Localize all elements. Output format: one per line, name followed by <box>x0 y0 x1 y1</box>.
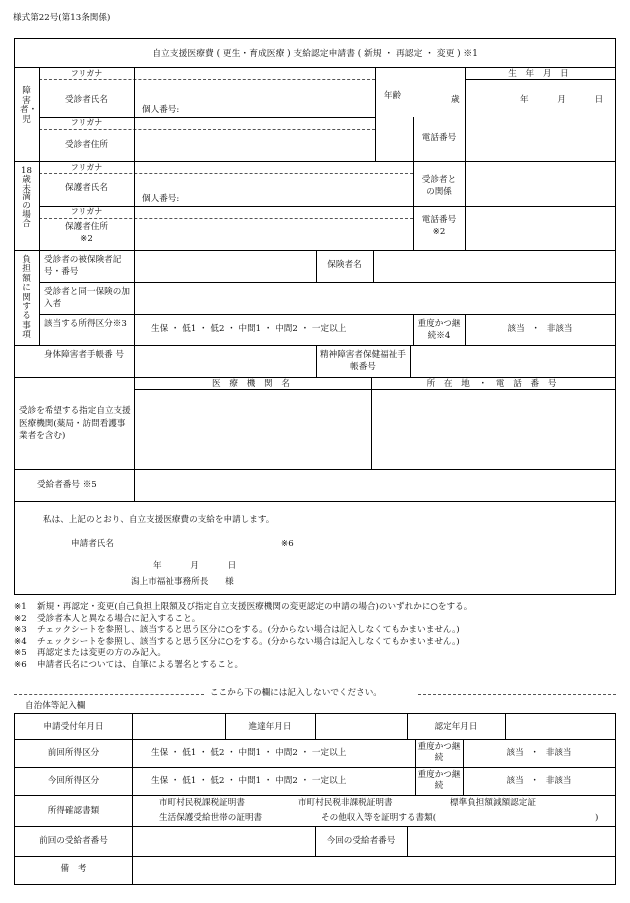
income-category-options[interactable]: 生保 ・ 低1 ・ 低2 ・ 中間1 ・ 中間2 ・ 一定以上 <box>151 324 347 334</box>
doc-reduction-certificate[interactable]: 標準負担額減額認定証 <box>450 798 536 808</box>
doc-nontaxable-certificate[interactable]: 市町村民税非課税証明書 <box>298 798 393 808</box>
dob-header: 生 年 月 日 <box>508 69 572 79</box>
institution-label: 受診を希望する指定自立支援医療機関(薬局・訪問看護事業者を含む) <box>19 406 131 441</box>
form-number: 様式第22号(第13条関係) <box>13 13 111 23</box>
patient-phone-label: 電話番号 <box>421 133 457 143</box>
municipal-section-header: 自治体等記入欄 <box>25 701 86 711</box>
age-unit: 歳 <box>451 95 460 105</box>
same-insurance-label: 受診者と同一保険の加入者 <box>44 287 130 309</box>
separator-text: ここから下の欄には記入しないでください。 <box>210 688 382 698</box>
dob-value: 年 月 日 <box>520 95 604 105</box>
patient-section-label: 障害者・児 <box>20 86 38 125</box>
insurer-label: 保険者名 <box>327 260 362 270</box>
form-title: 自立支援医療費 ( 更生・育成医療 ) 支給認定申請書 ( 新規 ・ 再認定 ・ 変更 ) ※1 <box>152 49 478 59</box>
doc-taxable-certificate[interactable]: 市町村民税課税証明書 <box>159 798 245 808</box>
prev-income-label: 前回所得区分 <box>47 748 100 758</box>
guardian-address-label: 保護者住所 <box>65 222 108 232</box>
note-item: ※1 新規・再認定・変更(自己負担上限額及び指定自立支援医療機関の変更認定の申請の場合)のいずれかに○をする。 <box>14 602 473 612</box>
patient-address-furigana-label: フリガナ <box>70 118 103 127</box>
declaration-date: 年 月 日 <box>153 561 237 571</box>
physical-handbook-label: 身体障害者手帳番 号 <box>43 350 125 360</box>
prev-recipient-no-label: 前回の受給者番号 <box>39 836 108 846</box>
separator-line-right <box>418 694 616 695</box>
prev-severe-label: 重度かつ継続 <box>417 742 461 763</box>
patient-furigana-label: フリガナ <box>70 69 103 78</box>
transmitted-date-label: 進達年月日 <box>248 722 292 732</box>
prev-severe-options[interactable]: 該当 ・ 非該当 <box>506 748 572 758</box>
applicant-name-label: 申請者氏名 <box>71 539 114 549</box>
doc-welfare-certificate[interactable]: 生活保護受給世帯の証明書 <box>159 813 263 823</box>
patient-address-label: 受診者住所 <box>65 140 108 150</box>
curr-income-label: 今回所得区分 <box>47 776 100 786</box>
burden-section-label: 負担額に関する事項 <box>22 255 31 341</box>
declaration-text: 私は、上記のとおり、自立支援医療費の支給を申請します。 <box>43 515 275 525</box>
curr-severe-label: 重度かつ継続 <box>417 770 461 791</box>
guardian-mynumber-label: 個人番号: <box>142 194 180 204</box>
notes-list <box>14 602 624 672</box>
income-category-label: 該当する所得区分※3 <box>44 319 127 329</box>
guardian-phone-label: 電話番号 <box>421 215 457 225</box>
note-item: ※6 申請者氏名については、自筆による署名とすること。 <box>14 659 244 670</box>
guardian-name-label: 保護者氏名 <box>65 183 108 193</box>
application-form <box>14 38 616 595</box>
doc-other-income-close: ) <box>595 813 599 823</box>
note-item: ※5 再認定または変更の方のみ記入。 <box>14 648 166 659</box>
separator-line-left <box>14 694 204 695</box>
applicant-signature-note: ※6 <box>281 539 294 549</box>
patient-name-label: 受診者氏名 <box>65 95 108 105</box>
guardian-relation-label: 受診者との関係 <box>421 175 457 197</box>
prev-income-options[interactable]: 生保 ・ 低1 ・ 低2 ・ 中間1 ・ 中間2 ・ 一定以上 <box>151 748 347 758</box>
note-item: ※3 チェックシートを参照し、該当すると思う区分に○をする。(分からない場合は記入しなくてもかまいません。) <box>14 625 460 636</box>
received-date-label: 申請受付年月日 <box>43 722 104 732</box>
guardian-furigana-label: フリガナ <box>70 163 103 172</box>
institution-name-header: 医 療 機 関 名 <box>212 379 293 389</box>
note-item: ※4 チェックシートを参照し、該当すると思う区分に○をする。(分からない場合は記入しなくてもかまいません。) <box>14 636 460 647</box>
curr-severe-options[interactable]: 該当 ・ 非該当 <box>506 776 572 786</box>
guardian-address-furigana-label: フリガナ <box>70 207 103 216</box>
guardian-address-note: ※2 <box>80 234 93 244</box>
insured-number-label: 受診者の被保険者記号・番号 <box>44 255 122 277</box>
severe-continuous-options[interactable]: 該当 ・ 非該当 <box>507 324 573 334</box>
income-docs-label: 所得確認書類 <box>47 806 100 816</box>
municipal-table <box>14 713 616 885</box>
age-label: 年齢 <box>383 91 402 101</box>
doc-other-income[interactable]: その他収入等を証明する書類( <box>321 813 437 823</box>
guardian-phone-note: ※2 <box>432 227 446 237</box>
curr-income-options[interactable]: 生保 ・ 低1 ・ 低2 ・ 中間1 ・ 中間2 ・ 一定以上 <box>151 776 347 786</box>
addressee: 潟上市福祉事務所長 様 <box>131 577 234 587</box>
mental-handbook-label: 精神障害者保健福祉手帳番号 <box>320 350 406 372</box>
institution-address-header: 所 在 地 ・ 電 話 番 号 <box>426 379 560 389</box>
note-item: ※2 受診者本人と異なる場合に記入すること。 <box>14 613 201 624</box>
approved-date-label: 認定年月日 <box>434 722 478 732</box>
recipient-number-label: 受給者番号 ※5 <box>37 480 97 490</box>
severe-continuous-label: 重度かつ継続※4 <box>417 319 461 341</box>
remarks-label: 備 考 <box>60 864 87 874</box>
patient-mynumber-label: 個人番号: <box>142 105 180 115</box>
guardian-section-label: 18歳未満の場合 <box>21 166 32 229</box>
curr-recipient-no-label: 今回の受給者番号 <box>326 836 396 846</box>
